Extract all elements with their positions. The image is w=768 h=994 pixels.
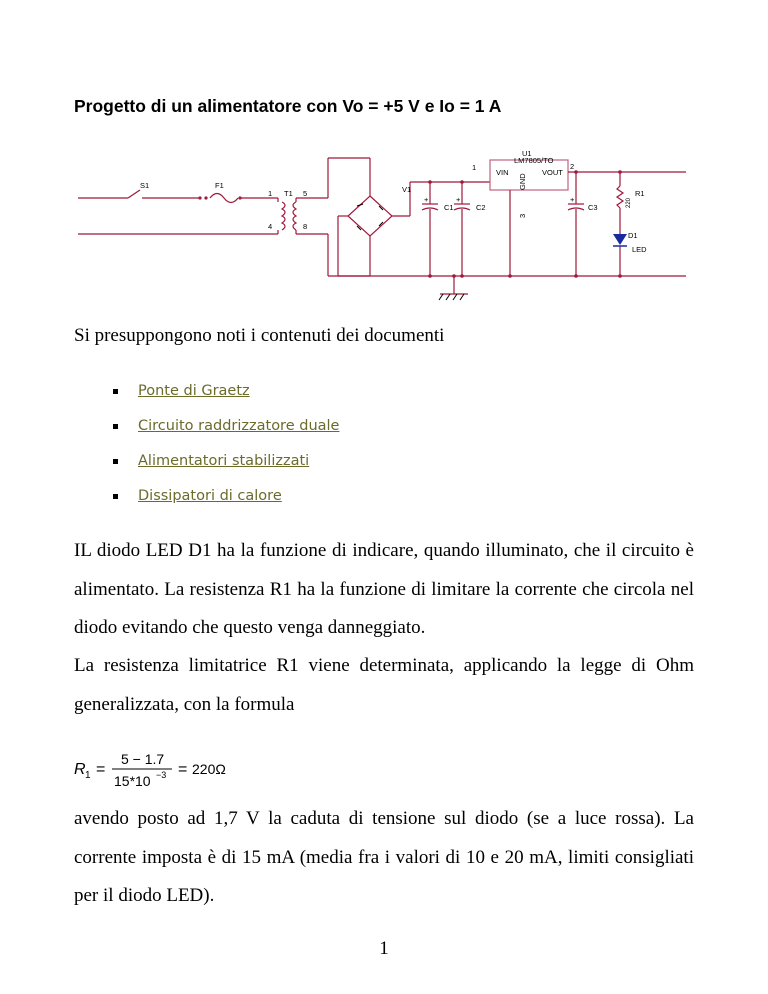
list-item	[138, 415, 339, 450]
c3-plus: +	[570, 195, 575, 204]
c1-label: C1	[444, 203, 454, 212]
link-circuito-raddrizzatore-duale[interactable]: Circuito raddrizzatore duale	[138, 418, 340, 434]
formula-numerator: 5 − 1.7	[121, 751, 165, 767]
bullet-icon	[113, 389, 118, 394]
u1-pin1-label: 1	[472, 163, 477, 172]
link-alimentatori-stabilizzati[interactable]: Alimentatori stabilizzati	[138, 453, 310, 469]
c3-label: C3	[588, 203, 598, 212]
list-item	[138, 485, 339, 520]
s1-label: S1	[140, 181, 150, 190]
formula-equals-2: =	[178, 761, 188, 778]
v1-label: V1	[402, 185, 412, 194]
vin-label: VIN	[496, 168, 509, 177]
r1-value-label: 220	[626, 197, 632, 208]
bullet-icon	[113, 494, 118, 499]
link-dissipatori-di-calore[interactable]: Dissipatori di calore	[138, 488, 282, 504]
c2-plus: +	[456, 195, 461, 204]
gnd-label: GND	[518, 173, 527, 190]
list-item	[138, 380, 339, 415]
page-number: 1	[379, 938, 389, 959]
formula-exponent: −3	[156, 770, 167, 780]
u1-part-label: LM7805/TO	[514, 156, 554, 165]
formula-lhs-subscript: 1	[85, 770, 91, 781]
power-supply-schematic	[70, 148, 710, 316]
t1-pin5-label: 5	[303, 189, 308, 198]
formula-denominator: 15*10	[114, 773, 151, 789]
page-title: Progetto di un alimentatore con Vo = +5 V e Io = 1 A	[74, 96, 502, 116]
bullet-icon	[113, 424, 118, 429]
resistor-formula	[74, 746, 234, 794]
u1-pin3-label: 3	[518, 213, 527, 218]
paragraph-resistor-formula-intro: La resistenza limitatrice R1 viene determinata, applicando la legge di Ohm generalizzata, con la formula	[74, 655, 694, 715]
r1-label: R1	[635, 189, 645, 198]
paragraph-current-notes: avendo posto ad 1,7 V la caduta di tensione sul diodo (se a luce rossa). La corrente imposta è di 15 mA (media fra i valori di 10 e 20 mA, limiti consigliati per il diodo LED).	[74, 808, 694, 906]
f1-label: F1	[215, 181, 224, 190]
list-item	[138, 450, 339, 485]
link-ponte-di-graetz[interactable]: Ponte di Graetz	[138, 383, 250, 399]
t1-pin4-label: 4	[268, 222, 273, 231]
t1-pin8-label: 8	[303, 222, 308, 231]
t1-label: T1	[284, 189, 293, 198]
paragraph-led-function: IL diodo LED D1 ha la funzione di indicare, quando illuminato, che il circuito è alimentato. La resistenza R1 ha la funzione di limitare la corrente che circola nel diodo evitando che questo venga danneggiato.	[74, 540, 694, 638]
c1-plus: +	[424, 195, 429, 204]
c2-label: C2	[476, 203, 486, 212]
documents-list	[138, 380, 339, 520]
t1-pin1-label: 1	[268, 189, 273, 198]
vout-label: VOUT	[542, 168, 563, 177]
formula-equals-1: =	[96, 761, 106, 778]
formula-lhs-symbol: R	[74, 761, 86, 778]
d1-label: D1	[628, 231, 638, 240]
u1-label: U1	[522, 149, 532, 158]
bullet-icon	[113, 459, 118, 464]
u1-pin2-label: 2	[570, 162, 575, 171]
intro-text: Si presuppongono noti i contenuti dei documenti	[74, 325, 445, 346]
led-label: LED	[632, 245, 647, 254]
formula-result: 220Ω	[192, 761, 226, 777]
